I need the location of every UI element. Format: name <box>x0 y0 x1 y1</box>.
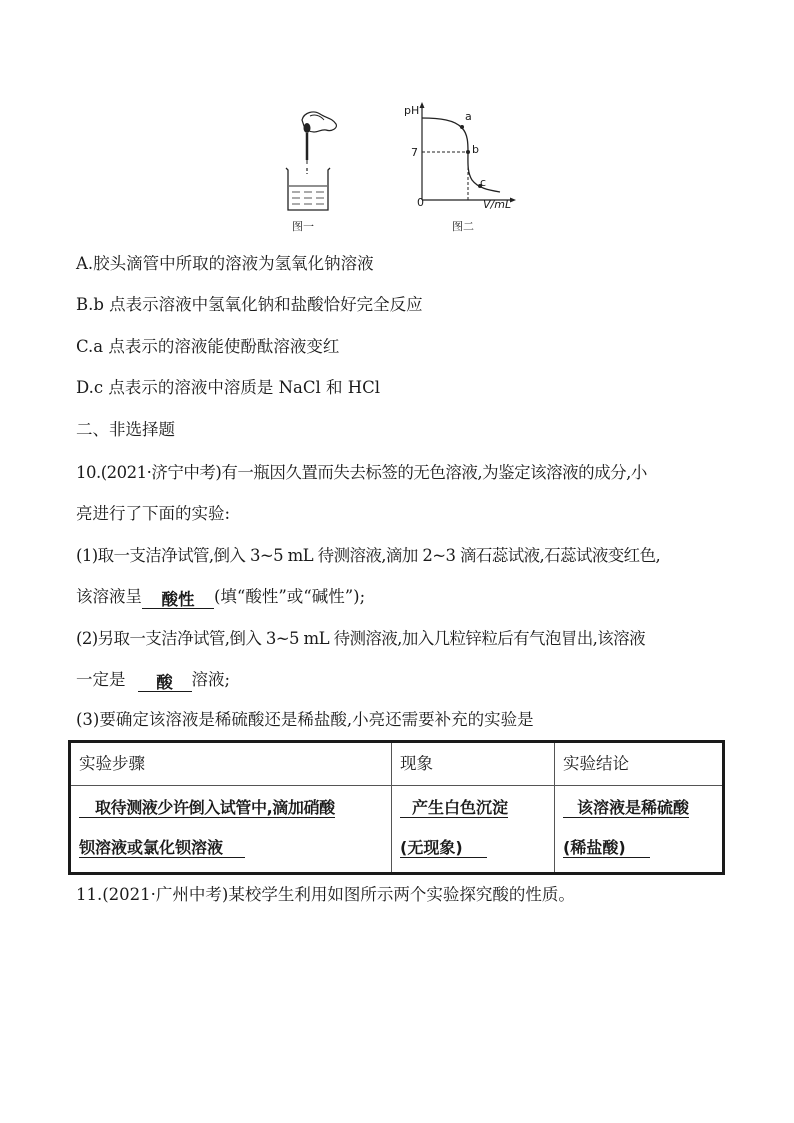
fig2-xlabel: V/mL <box>483 198 512 211</box>
q10-part2-line-2 <box>76 668 230 692</box>
dropper-beaker-figure <box>280 106 350 216</box>
q10-part1-answer-blank: 酸性 <box>142 588 214 609</box>
fig2-tick-7: 7 <box>411 146 418 159</box>
header-steps: 实验步骤 <box>70 742 392 786</box>
option-a: A.胶头滴管中所取的溶液为氢氧化钠溶液 <box>76 254 374 273</box>
cell-steps <box>70 786 392 874</box>
figure-1-caption: 图一 <box>292 220 314 233</box>
q10-part2-answer-blank: 酸 <box>138 671 192 692</box>
steps-answer-line-1: 取待测液少许倒入试管中,滴加硝酸 <box>79 798 335 818</box>
q10-stem-line-2: 亮进行了下面的实验: <box>76 504 231 523</box>
phenomenon-answer-line-1: 产生白色沉淀 <box>400 798 508 818</box>
q10-part1-line-1: (1)取一支洁净试管,倒入 3~5 mL 待测溶液,滴加 2~3 滴石蕊试液,石蕊试液变红色, <box>76 546 661 565</box>
q10-part1-prefix: 该溶液呈 <box>76 587 142 606</box>
fig2-point-c: c <box>480 176 487 189</box>
figures-area <box>280 98 540 238</box>
fig2-ylabel: pH <box>404 104 420 117</box>
phenomenon-answer-line-2: (无现象) <box>400 838 487 858</box>
fig2-origin: 0 <box>417 196 424 209</box>
option-c: C.a 点表示的溶液能使酚酞溶液变红 <box>76 337 340 356</box>
q10-part2-prefix: 一定是 <box>76 670 126 689</box>
q10-part3-line-1: (3)要确定该溶液是稀硫酸还是稀盐酸,小亮还需要补充的实验是 <box>76 710 534 729</box>
cell-phenomenon <box>392 786 555 874</box>
q10-part2-suffix: 溶液; <box>191 670 231 689</box>
header-phenomenon: 现象 <box>392 742 555 786</box>
fig2-point-b: b <box>472 143 479 156</box>
section-title: 二、非选择题 <box>76 420 175 439</box>
conclusion-answer-line-2: (稀盐酸) <box>563 838 650 858</box>
fig2-point-a: a <box>465 110 472 123</box>
q11-stem: 11.(2021·广州中考)某校学生利用如图所示两个实验探究酸的性质。 <box>76 885 575 904</box>
option-b: B.b 点表示溶液中氢氧化钠和盐酸恰好完全反应 <box>76 295 423 314</box>
q10-part2-line-1: (2)另取一支洁净试管,倒入 3~5 mL 待测溶液,加入几粒锌粒后有气泡冒出,该溶液 <box>76 629 645 648</box>
q10-part1-suffix: (填“酸性”或“碱性”); <box>214 587 366 606</box>
cell-conclusion <box>555 786 724 874</box>
q10-stem-line-1: 10.(2021·济宁中考)有一瓶因久置而失去标签的无色溶液,为鉴定该溶液的成分,小 <box>76 463 647 482</box>
option-d: D.c 点表示的溶液中溶质是 NaCl 和 HCl <box>76 378 381 397</box>
header-conclusion: 实验结论 <box>555 742 724 786</box>
figure-2-caption: 图二 <box>452 220 474 233</box>
q10-part1-line-2 <box>76 585 365 609</box>
experiment-table <box>68 740 725 875</box>
conclusion-answer-line-1: 该溶液是稀硫酸 <box>563 798 689 818</box>
steps-answer-line-2: 钡溶液或氯化钡溶液 <box>79 838 245 858</box>
table-header-row <box>70 742 724 786</box>
table-row <box>70 786 724 874</box>
